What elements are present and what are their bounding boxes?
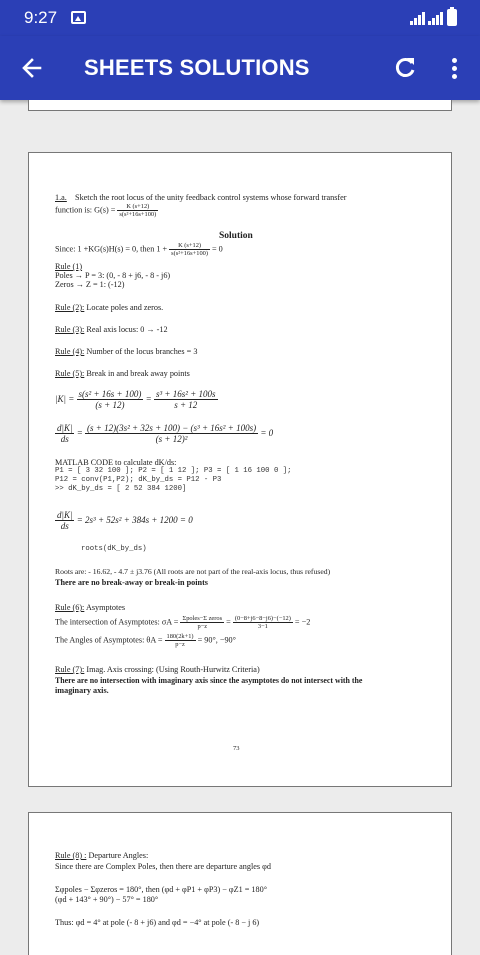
rule2-text: Locate poles and zeros. — [86, 303, 164, 312]
departure-result: Thus: φd = 4° at pole (- 8 + j6) and φd = −4° at pole (- 8 − j 6) — [55, 918, 260, 927]
asymptote-result: = −2 — [294, 617, 311, 627]
zeros-line: Zeros → Z = 1: (-12) — [55, 280, 125, 289]
rule8-description: Since there are Complex Poles, then there are departure angles φd — [55, 862, 271, 871]
code-line-1: P1 = [ 3 32 100 ]; P2 = [ 1 12 ]; P3 = [ 1 16 100 0 ]; — [55, 467, 292, 475]
rule7-label: Rule (7): — [55, 665, 85, 674]
code-line-3: >> dK_by_ds = [ 2 52 384 1200] — [55, 485, 187, 493]
image-notification-icon — [71, 11, 86, 24]
roots-command: roots(dK_by_ds) — [81, 545, 147, 553]
departure-equation-1: Σφpoles − Σφzeros = 180°, then (φd + φP1 + φP3) − φZ1 = 180° — [55, 885, 267, 894]
angle-result: = 90°, −90° — [197, 635, 236, 645]
k-equals: = — [145, 393, 152, 404]
more-dot-icon — [452, 74, 457, 79]
problem-text: Sketch the root locus of the unity feedback control systems whose forward transfer — [75, 193, 347, 202]
rule5-label: Rule (5): — [55, 369, 85, 378]
dk-big-numerator: (s + 12)(3s² + 32s + 100) − (s³ + 16s² + 100s) — [87, 423, 257, 433]
back-button[interactable] — [14, 50, 50, 86]
roots-text: Roots are: - 16.62, - 4.7 ± j3.76 (All roots are not part of the real-axis locus, thus refused) — [55, 567, 331, 576]
asymptote-denominator: p−z — [197, 623, 208, 631]
dk2-numerator: d|K| — [57, 510, 73, 520]
dk-big-denominator: (s + 12)² — [155, 434, 188, 445]
document-page-next — [28, 812, 452, 955]
page-number: 73 — [233, 745, 240, 752]
asymptote-equals: = — [226, 617, 231, 627]
status-time: 9:27 — [24, 8, 58, 27]
solution-heading: Solution — [219, 231, 253, 241]
dk2-rhs: = 2s³ + 52s² + 384s + 1200 = 0 — [76, 514, 193, 525]
rule3-label: Rule (3): — [55, 325, 85, 334]
no-break-points: There are no break-away or break-in points — [55, 578, 208, 587]
function-label: function is: G(s) = — [55, 205, 116, 215]
dk-equals: = — [76, 427, 83, 438]
poles-line: Poles → P = 3: (0, - 8 + j6, - 8 - j6) — [55, 271, 171, 280]
since-text: Since: 1 +KG(s)H(s) = 0, then 1 + — [55, 244, 168, 254]
rule8-label: Rule (8) : — [55, 851, 87, 860]
k-denominator-1: (s + 12) — [95, 400, 125, 411]
angle-denominator: p−z — [175, 641, 185, 649]
g-denominator: s(s²+16s+100) — [119, 211, 157, 219]
g-numerator: K (s+12) — [117, 203, 158, 211]
signal-icon — [410, 12, 428, 25]
rule8-text: Departure Angles: — [88, 851, 149, 860]
problem-id: 1.a. — [55, 193, 67, 202]
rule4-text: Number of the locus branches = 3 — [86, 347, 198, 356]
battery-icon — [447, 9, 457, 26]
since-numerator: K (s+12) — [169, 242, 210, 250]
document-page — [28, 152, 452, 787]
asymptote-numerator-2: (0−8+j6−8−j6)−(−12) — [234, 615, 291, 622]
dk-numerator: d|K| — [57, 423, 73, 433]
rule6-text: Asymptotes — [85, 603, 126, 612]
rule3-text: Real axis locus: 0 → -12 — [86, 325, 168, 334]
more-options-button[interactable] — [442, 50, 466, 86]
dk-equals-zero: = 0 — [260, 427, 274, 438]
refresh-button[interactable] — [388, 51, 422, 85]
app-bar — [0, 36, 480, 100]
asymptote-intersection-label: The intersection of Asymptotes: σA = — [55, 617, 179, 627]
document-page-previous — [28, 100, 452, 111]
departure-equation-2: (φd + 143° + 90°) − 57° = 180° — [55, 895, 159, 904]
k-lhs: |K| = — [55, 393, 75, 404]
app-title: SHEETS SOLUTIONS — [84, 55, 310, 80]
k-numerator-1: s(s² + 16s + 100) — [78, 389, 142, 399]
asymptote-numerator: Σpoles−Σ zeros — [182, 615, 223, 622]
no-intersection-line-2: imaginary axis. — [55, 686, 109, 695]
signal-icon-2 — [428, 12, 446, 25]
asymptote-denominator-2: 3−1 — [257, 623, 268, 631]
code-line-2: P12 = conv(P1,P2); dK_by_ds = P12 - P3 — [55, 476, 222, 484]
dk2-denominator: ds — [60, 521, 69, 532]
angle-numerator: 180(2k+1) — [166, 633, 194, 640]
since-denominator: s(s²+16s+100) — [171, 250, 208, 258]
refresh-icon — [388, 51, 422, 85]
since-equals: = 0 — [212, 244, 223, 254]
rule2-label: Rule (2): — [55, 303, 85, 312]
k-denominator-2: s + 12 — [174, 400, 198, 411]
rule4-label: Rule (4): — [55, 347, 85, 356]
back-arrow-icon — [14, 50, 50, 86]
more-dot-icon — [452, 58, 457, 63]
k-numerator-2: s³ + 16s² + 100s — [155, 389, 216, 399]
rule6-label: Rule (6): — [55, 603, 85, 612]
matlab-heading: MATLAB CODE to calculate dK/ds: — [55, 458, 177, 467]
rule7-text: Imag. Axis crossing: (Using Routh-Hurwitz Criteria) — [86, 665, 260, 674]
rule1-label: Rule (1) — [55, 262, 83, 271]
rule5-text: Break in and break away points — [86, 369, 190, 378]
no-intersection-line-1: There are no intersection with imaginary axis since the asymptotes do not intersect with the — [55, 676, 363, 685]
status-bar — [0, 0, 480, 36]
dk-denominator: ds — [60, 434, 69, 445]
angle-label: The Angles of Asymptotes: θA = — [55, 635, 163, 645]
more-dot-icon — [452, 66, 457, 71]
